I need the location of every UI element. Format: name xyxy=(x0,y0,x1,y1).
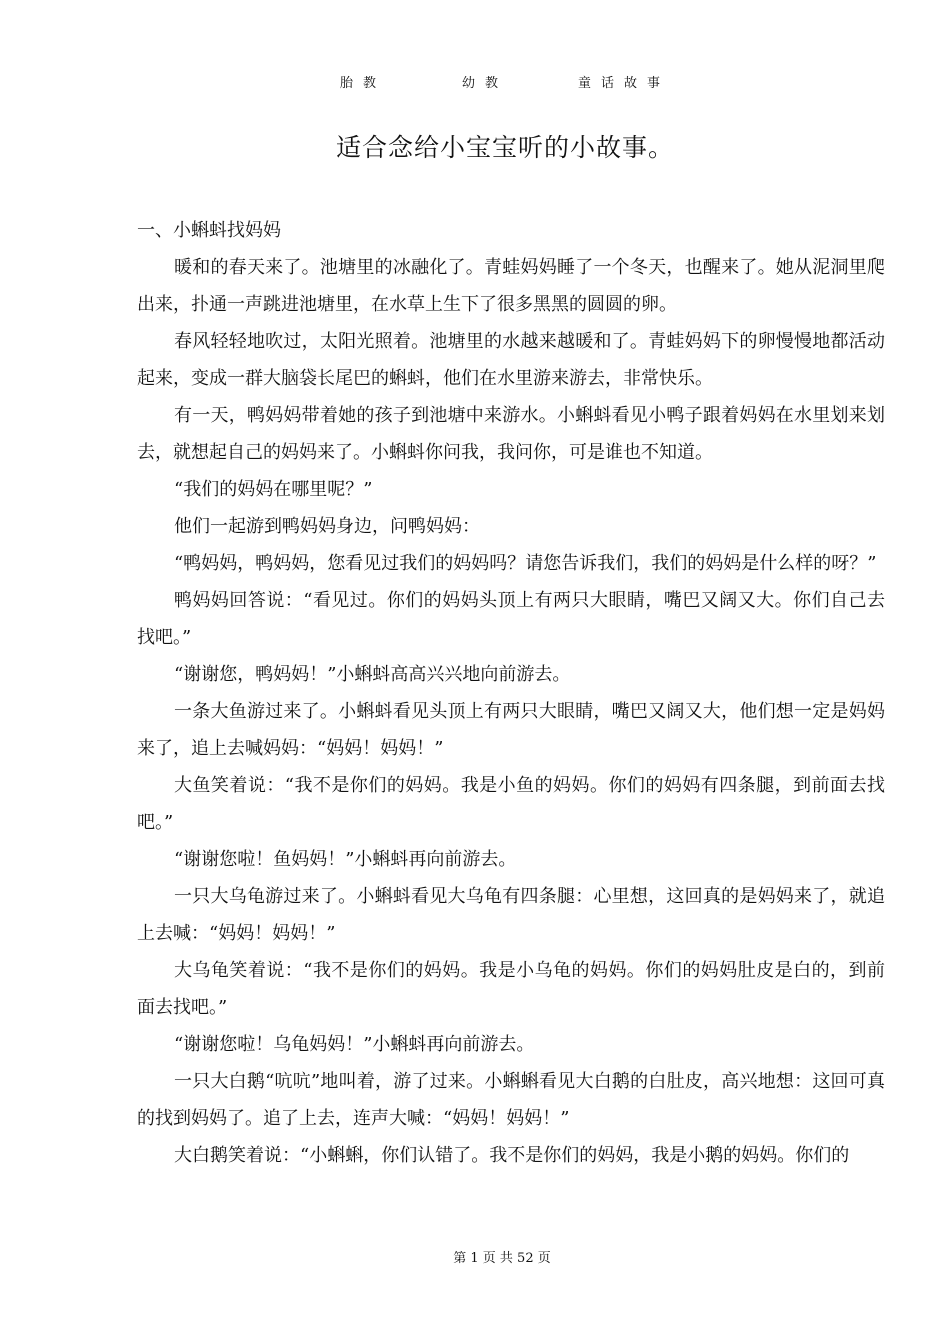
paragraph: “谢谢您啦！乌龟妈妈！”小蝌蚪再向前游去。 xyxy=(174,1034,535,1055)
paragraph: 鸭妈妈回答说：“看见过。你们的妈妈头顶上有两只大眼睛，嘴巴又阔又大。你们自己去找吧。” xyxy=(137,590,885,648)
paragraph: “鸭妈妈，鸭妈妈，您看见过我们的妈妈吗？请您告诉我们，我们的妈妈是什么样的呀？” xyxy=(174,553,877,574)
paragraph: 暖和的春天来了。池塘里的冰融化了。青蛙妈妈睡了一个冬天，也醒来了。她从泥洞里爬出来，扑通一声跳进池塘里，在水草上生下了很多黑黑的圆圆的卵。 xyxy=(137,257,885,315)
paragraph: “谢谢您啦！鱼妈妈！”小蝌蚪再向前游去。 xyxy=(174,849,517,870)
paragraph: 大鱼笑着说：“我不是你们的妈妈。我是小鱼的妈妈。你们的妈妈有四条腿，到前面去找吧。” xyxy=(137,775,885,833)
page-number-footer: 第 1 页 共 52 页 xyxy=(453,1251,551,1266)
paragraph: 一只大乌龟游过来了。小蝌蚪看见大乌龟有四条腿：心里想，这回真的是妈妈来了，就追上去喊：“妈妈！妈妈！” xyxy=(137,886,885,944)
paragraph: “我们的妈妈在哪里呢？” xyxy=(174,479,373,500)
paragraph: “谢谢您，鸭妈妈！”小蝌蚪高高兴兴地向前游去。 xyxy=(174,664,571,685)
header-item-fairy-tales: 童话故事 xyxy=(578,76,671,91)
paragraph: 大乌龟笑着说：“我不是你们的妈妈。我是小乌龟的妈妈。你们的妈妈肚皮是白的，到前面去找吧。” xyxy=(137,960,885,1018)
paragraph: 一条大鱼游过来了。小蝌蚪看见头顶上有两只大眼睛，嘴巴又阔又大，他们想一定是妈妈来了，追上去喊妈妈：“妈妈！妈妈！” xyxy=(137,701,885,759)
header-item-preschool: 幼教 xyxy=(462,76,509,91)
header-item-prenatal: 胎教 xyxy=(340,76,387,91)
paragraph: 大白鹅笑着说：“小蝌蝌，你们认错了。我不是你们的妈妈，我是小鹅的妈妈。你们的 xyxy=(174,1145,850,1166)
paragraph: 有一天，鸭妈妈带着她的孩子到池塘中来游水。小蝌蚪看见小鸭子跟着妈妈在水里划来划去，就想起自己的妈妈来了。小蝌蚪你问我，我问你，可是谁也不知道。 xyxy=(137,405,885,463)
section-heading: 一、小蝌蚪找妈妈 xyxy=(137,220,281,241)
document-body xyxy=(137,212,885,1174)
document-title: 适合念给小宝宝听的小故事。 xyxy=(335,133,674,162)
paragraph: 一只大白鹅“吭吭”地叫着，游了过来。小蝌蝌看见大白鹅的白肚皮，高兴地想：这回可真的找到妈妈了。追了上去，连声大喊：“妈妈！妈妈！” xyxy=(137,1071,885,1129)
page-header xyxy=(0,72,950,94)
paragraph: 他们一起游到鸭妈妈身边，问鸭妈妈： xyxy=(174,516,480,537)
paragraph: 春风轻轻地吹过，太阳光照着。池塘里的水越来越暖和了。青蛙妈妈下的卵慢慢地都活动起来，变成一群大脑袋长尾巴的蝌蚪，他们在水里游来游去，非常快乐。 xyxy=(137,331,885,389)
